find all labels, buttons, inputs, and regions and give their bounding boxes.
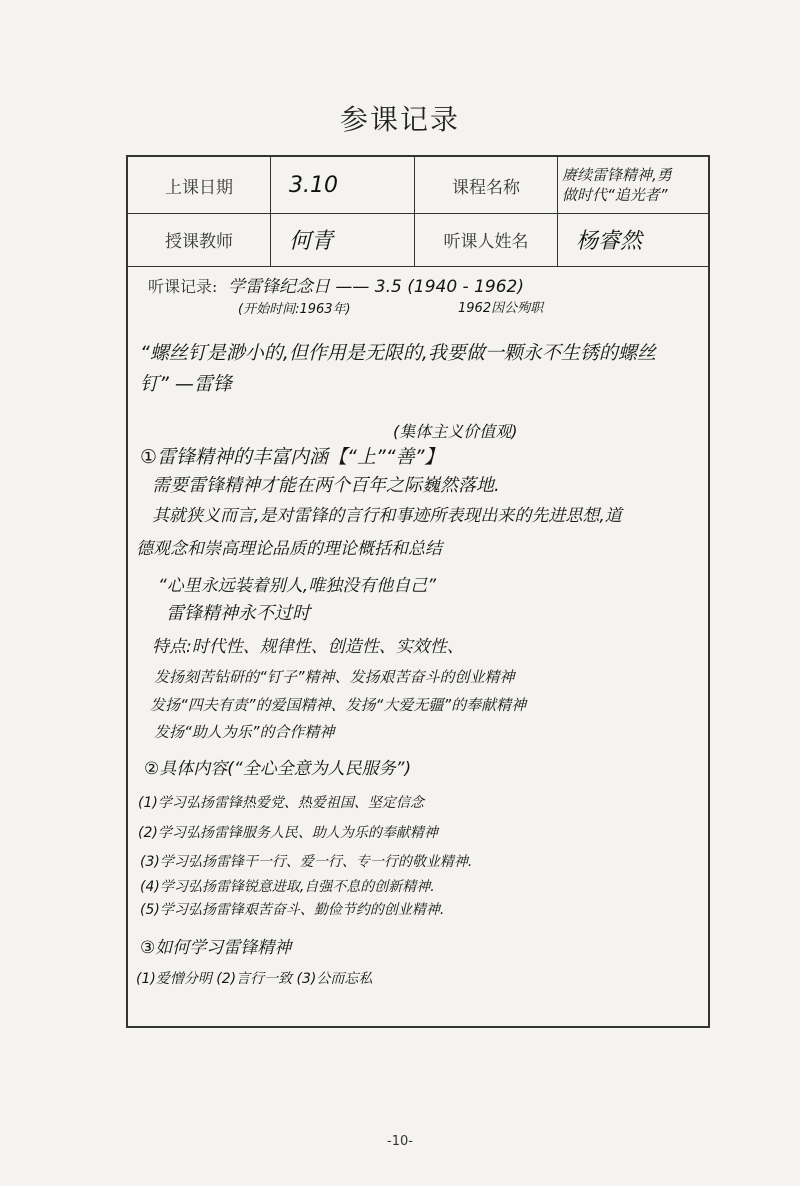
note-line: (4)学习弘扬雷锋锐意进取,自强不息的创新精神. [140,879,435,895]
header-row-1 [128,157,708,214]
date-label: 上课日期 [128,157,271,213]
note-line: (3)学习弘扬雷锋干一行、爱一行、专一行的敬业精神. [140,854,473,870]
page-title: 参课记录 [339,103,460,136]
notes-label: 听课记录: [148,277,218,296]
note-line: 特点:时代性、规律性、创造性、实效性、 [152,637,464,657]
note-line: ③如何学习雷锋精神 [140,938,292,958]
note-line: (开始时间:1963年) [238,302,351,317]
teacher-label: 授课教师 [128,213,271,266]
note-line: ②具体内容(“全心全意为人民服务”) [144,759,412,779]
note-line: (集体主义价值观) [393,422,518,441]
header-row-2 [128,213,708,267]
note-line: 1962因公殉职 [458,301,544,316]
note-line: “心里永远装着别人,唯独没有他自己” [158,576,437,596]
note-line: 需要雷锋精神才能在两个百年之际巍然落地. [152,475,500,496]
note-line: 发扬“助人为乐”的合作精神 [154,723,335,741]
attendee-label: 听课人姓名 [415,213,558,266]
date-value: 3.10 [271,157,415,213]
note-line: “螺丝钉是渺小的,但作用是无限的,我要做一颗永不生锈的螺丝 [140,342,656,364]
course-value-line1: 赓续雷锋精神,勇 [562,166,672,184]
notes-area [128,266,708,1026]
page-number: -10- [387,1134,413,1149]
note-line: (1)爱憎分明 (2)言行一致 (3)公而忘私 [136,971,373,987]
note-line: 雷锋精神永不过时 [166,603,310,624]
note-line: 学雷锋纪念日 —— 3.5 (1940 - 1962) [228,277,524,297]
teacher-value: 何青 [271,213,415,266]
note-line: (2)学习弘扬雷锋服务人民、助人为乐的奉献精神 [138,825,438,841]
note-line: 钉” —雷锋 [140,373,232,395]
note-line: 德观念和崇高理论品质的理论概括和总结 [136,539,442,559]
note-line: 发扬刻苦钻研的“钉子”精神、发扬艰苦奋斗的创业精神 [154,668,515,686]
course-value-line2: 做时代“追光者” [562,186,668,204]
course-label: 课程名称 [415,157,558,213]
note-line: (1)学习弘扬雷锋热爱党、热爱祖国、坚定信念 [138,795,424,811]
attendee-value: 杨睿然 [576,229,643,254]
course-value [558,157,712,213]
note-line: ①雷锋精神的丰富内涵【“上”“善”】 [140,446,444,468]
note-line: 其就狭义而言,是对雷锋的言行和事迹所表现出来的先进思想,道 [152,506,622,526]
record-form [126,155,710,1028]
note-line: (5)学习弘扬雷锋艰苦奋斗、勤俭节约的创业精神. [140,902,445,918]
note-line: 发扬“四夫有责”的爱国精神、发扬“大爱无疆”的奉献精神 [150,696,527,714]
